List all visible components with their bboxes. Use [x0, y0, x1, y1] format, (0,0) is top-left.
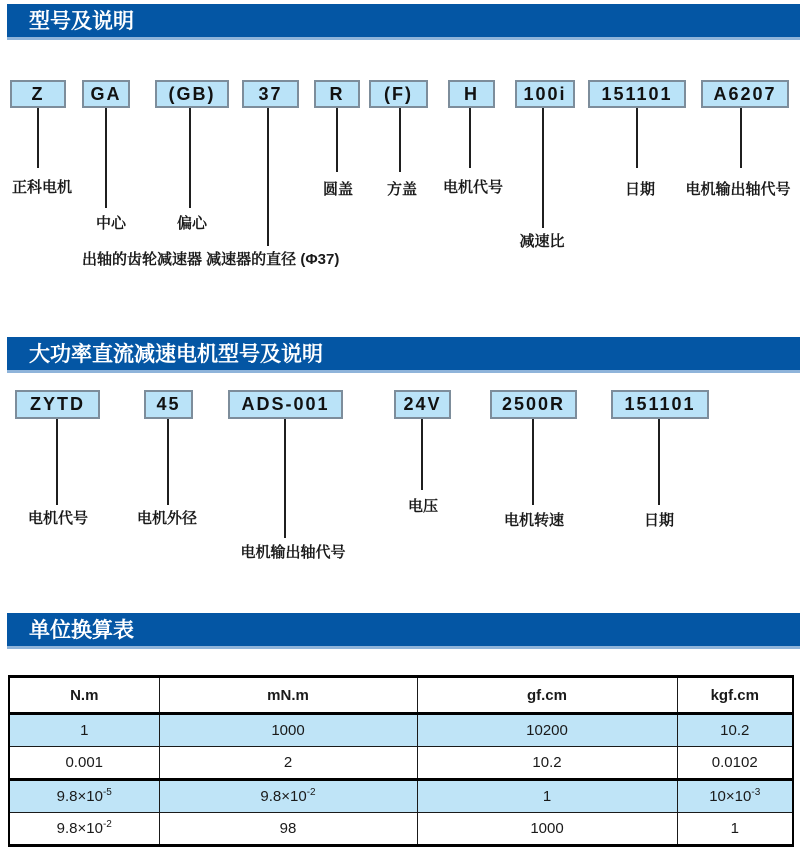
- label-reduction-ratio: 减速比: [519, 233, 565, 250]
- connector-line-ads001: [284, 419, 286, 538]
- cell: 0.001: [9, 747, 159, 780]
- section1-title: 型号及说明: [29, 10, 134, 33]
- label-motor-od: 电机外径: [136, 510, 198, 527]
- section2-title: 大功率直流减速电机型号及说明: [29, 343, 323, 366]
- table-row: [9, 813, 793, 846]
- label-square-cover: 方盖: [386, 181, 418, 198]
- code-box-24v: 24V: [394, 390, 451, 419]
- col-header-gfcm: gf.cm: [417, 677, 677, 714]
- code-box-a6207: A6207: [701, 80, 789, 108]
- label-output-shaft-code: 电机输出轴代号: [685, 181, 791, 198]
- cell: $9.8\times 10^{-2}$: [159, 780, 417, 813]
- connector-line-100i: [542, 108, 544, 228]
- connector-line-r: [336, 108, 338, 172]
- code-box-z: Z: [10, 80, 66, 108]
- connector-line-f: [399, 108, 401, 172]
- label-center: 中心: [95, 215, 127, 232]
- col-header-mnm: mN.m: [159, 677, 417, 714]
- connector-line-gb: [189, 108, 191, 208]
- connector-line-ga: [105, 108, 107, 208]
- code-box-f: (F): [369, 80, 428, 108]
- code-box-gb: (GB): [155, 80, 229, 108]
- code-box-ga: GA: [82, 80, 130, 108]
- label-motor-speed: 电机转速: [503, 512, 565, 529]
- code-box-2500r: 2500R: [490, 390, 577, 419]
- label-eccentric: 偏心: [176, 215, 208, 232]
- col-header-kgfcm: kgf.cm: [677, 677, 793, 714]
- cell: $9.8\times 10^{-2}$: [9, 813, 159, 846]
- label-round-cover: 圆盖: [322, 181, 354, 198]
- code-box-r: R: [314, 80, 360, 108]
- cell: $10\times 10^{-3}$: [677, 780, 793, 813]
- cell: 98: [159, 813, 417, 846]
- code-box-151101b: 151101: [611, 390, 709, 419]
- connector-line-151101b: [658, 419, 660, 505]
- cell: 2: [159, 747, 417, 780]
- connector-line-2500r: [532, 419, 534, 505]
- cell: 0.0102: [677, 747, 793, 780]
- unit-conversion-table: [8, 675, 794, 847]
- cell: 10.2: [417, 747, 677, 780]
- section2-header-bar: [7, 337, 800, 373]
- code-box-100i: 100i: [515, 80, 575, 108]
- cell: 1: [677, 813, 793, 846]
- connector-line-151101: [636, 108, 638, 168]
- label-date: 日期: [624, 181, 656, 198]
- cell: 10200: [417, 714, 677, 747]
- connector-line-a6207: [740, 108, 742, 168]
- cell: 1000: [159, 714, 417, 747]
- section3-title: 单位换算表: [29, 619, 134, 642]
- label-voltage: 电压: [407, 498, 439, 515]
- label-date-2: 日期: [643, 512, 675, 529]
- label-gearbox-diameter: 出轴的齿轮减速器 减速器的直径 (Φ37): [82, 251, 340, 268]
- connector-line-24v: [421, 419, 423, 490]
- col-header-nm: N.m: [9, 677, 159, 714]
- cell: 1000: [417, 813, 677, 846]
- cell: $9.8\times 10^{-5}$: [9, 780, 159, 813]
- code-box-151101: 151101: [588, 80, 686, 108]
- label-motor-code: 电机代号: [442, 179, 504, 196]
- section1-header-bar: [7, 4, 800, 40]
- cell: 1: [9, 714, 159, 747]
- cell: 10.2: [677, 714, 793, 747]
- code-box-45: 45: [144, 390, 193, 419]
- section3-header-bar: [7, 613, 800, 649]
- connector-line-zytd: [56, 419, 58, 505]
- table-header-row: [9, 677, 793, 714]
- label-motor-code-2: 电机代号: [27, 510, 89, 527]
- table-row: [9, 747, 793, 780]
- table-row: [9, 714, 793, 747]
- connector-line-h: [469, 108, 471, 168]
- code-box-37: 37: [242, 80, 299, 108]
- connector-line-37: [267, 108, 269, 246]
- connector-line-45: [167, 419, 169, 505]
- label-output-shaft-code-2: 电机输出轴代号: [240, 544, 346, 561]
- code-box-zytd: ZYTD: [15, 390, 100, 419]
- code-box-h: H: [448, 80, 495, 108]
- label-motor-brand: 正科电机: [11, 179, 73, 196]
- table-row: [9, 780, 793, 813]
- cell: 1: [417, 780, 677, 813]
- connector-line-z: [37, 108, 39, 168]
- code-box-ads001: ADS-001: [228, 390, 343, 419]
